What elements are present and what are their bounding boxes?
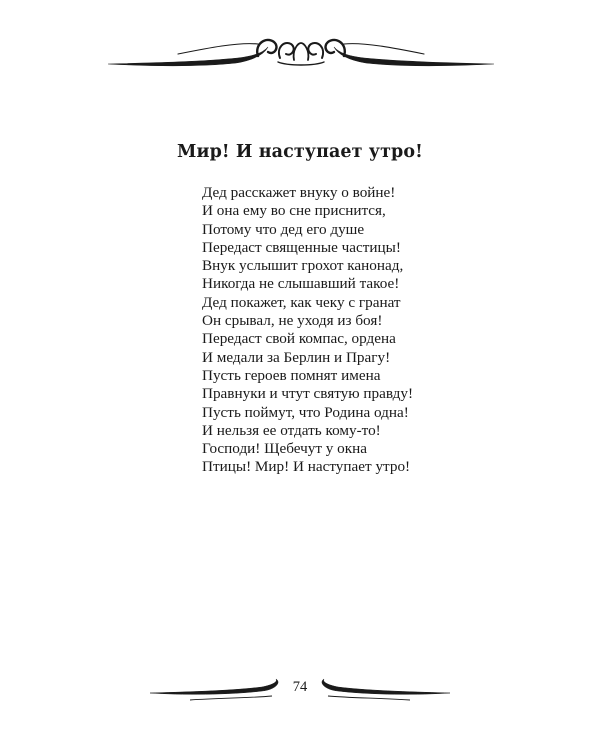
poem-line: Дед покажет, как чеку с гранат xyxy=(202,293,401,311)
poem-line: И медали за Берлин и Прагу! xyxy=(202,348,391,366)
poem-line: Он срывал, не уходя из боя! xyxy=(202,312,383,330)
poem-line: Дед расскажет внуку о войне! xyxy=(202,184,396,201)
poem-line: Господи! Щебечут у окна xyxy=(202,440,367,458)
page-number: 74 xyxy=(292,679,308,695)
poem-line: Передаст священные частицы! xyxy=(202,238,401,256)
poem-line: И нельзя ее отдать кому-то! xyxy=(202,421,381,439)
poem-title: Мир! И наступает утро! xyxy=(177,142,423,162)
poem-line: Пусть героев помнят имена xyxy=(202,366,381,384)
poem-body xyxy=(202,184,462,477)
top-flourish-ornament-icon xyxy=(108,30,494,76)
poem-line: Передаст свой компас, ордена xyxy=(202,330,396,348)
poem-line: Никогда не слышавший такое! xyxy=(202,275,400,293)
poem-line: Птицы! Мир! И наступает утро! xyxy=(202,458,411,476)
poem-line: Потому что дед его душе xyxy=(202,220,365,238)
poem-line: Пусть поймут, что Родина одна! xyxy=(202,403,409,421)
poem-line: Внук услышит грохот канонад, xyxy=(202,257,404,275)
poem-line: И она ему во сне приснится, xyxy=(202,202,386,220)
poem-line: Правнуки и чтут святую правду! xyxy=(202,385,414,403)
